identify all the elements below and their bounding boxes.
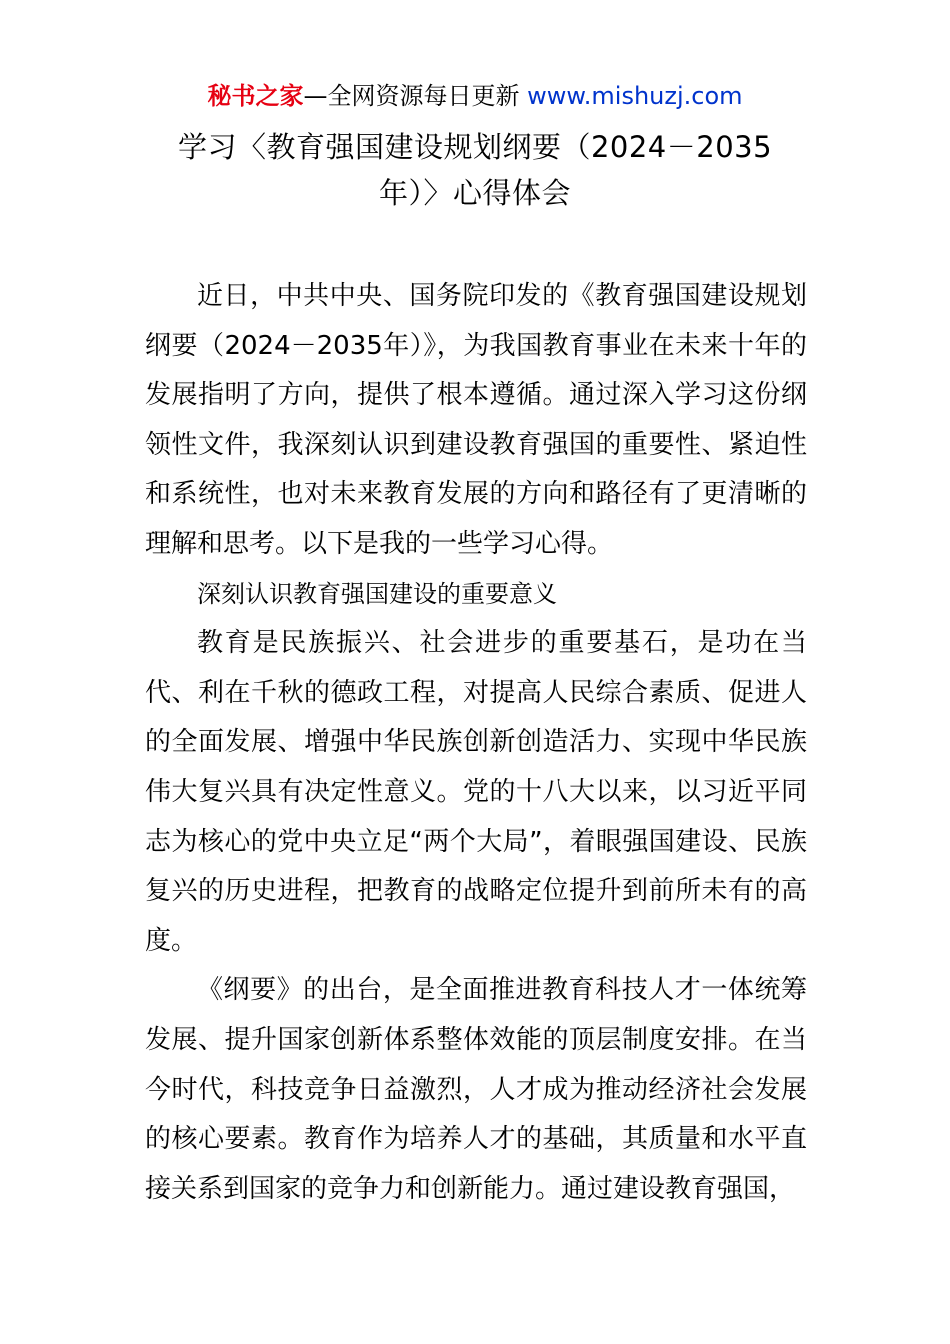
site-brand: 秘书之家 — [207, 82, 304, 110]
site-tagline: —全网资源每日更新 — [303, 82, 528, 110]
document-title: 学习〈教育强国建设规划纲要（2024－2035年）〉心得体会 — [177, 130, 773, 210]
site-url-link[interactable]: www.mishuzj.com — [527, 82, 743, 110]
site-header — [0, 80, 950, 112]
paragraph-education-foundation: 教育是民族振兴、社会进步的重要基石，是功在当代、利在千秋的德政工程，对提高人民综合素质、促进人的全面发展、增强中华民族创新创造活力、实现中华民族伟大复兴具有决定性意义。党的十八大以来，以习近平同志为核心的党中央立足“两个大局”，着眼强国建设、民族复兴的历史进程，把教育的战略定位提升到前所未有的高度。 — [145, 628, 807, 956]
section-heading: 深刻认识教育强国建设的重要意义 — [197, 579, 557, 608]
paragraph-intro: 近日，中共中央、国务院印发的《教育强国建设规划纲要（2024－2035年）》，为我国教育事业在未来十年的发展指明了方向，提供了根本遵循。通过深入学习这份纲领性文件，我深刻认识到建设教育强国的重要性、紧迫性和系统性，也对未来教育发展的方向和路径有了更清晰的理解和思考。以下是我的一些学习心得。 — [145, 281, 807, 559]
document-body — [145, 272, 807, 1214]
paragraph-outline-significance: 《纲要》的出台，是全面推进教育科技人才一体统筹发展、提升国家创新体系整体效能的顶层制度安排。在当今时代，科技竞争日益激烈，人才成为推动经济社会发展的核心要素。教育作为培养人才的基础，其质量和水平直接关系到国家的竞争力和创新能力。通过建设教育强国， — [145, 975, 807, 1204]
